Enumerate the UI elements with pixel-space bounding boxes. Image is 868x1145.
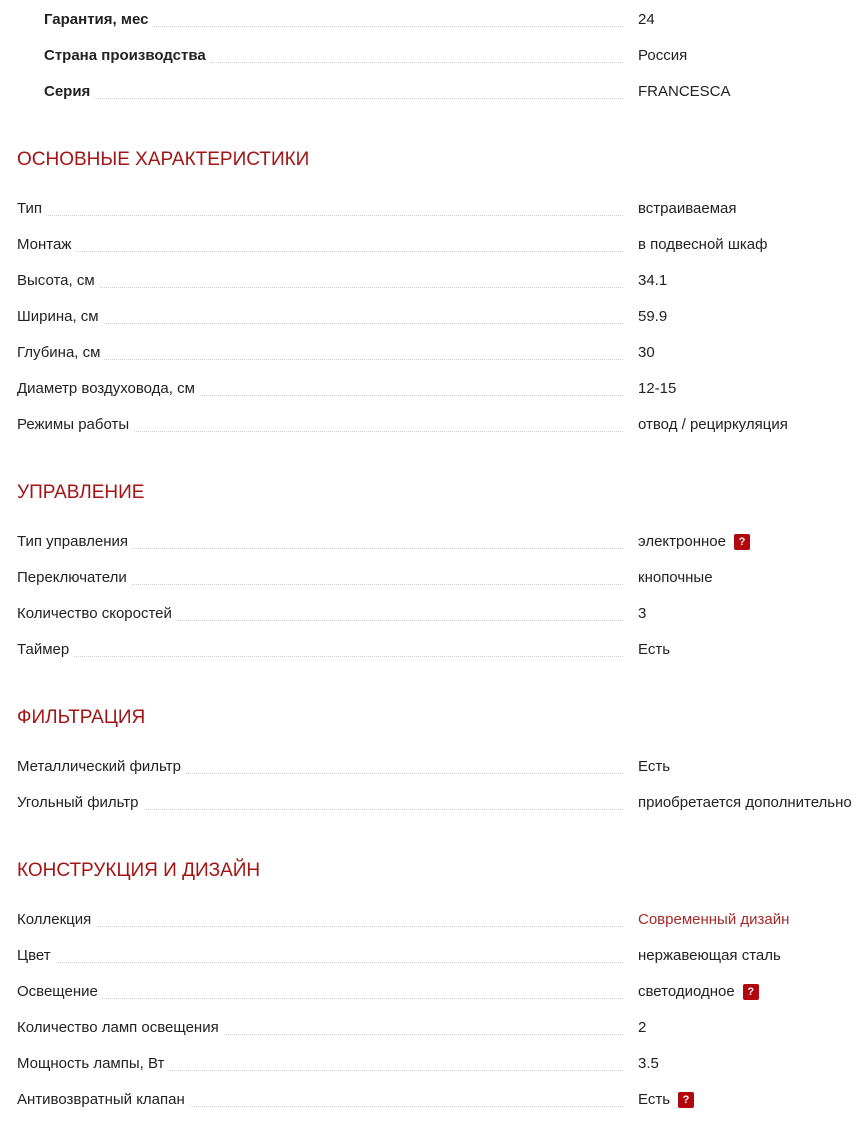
spec-label: Тип управления: [17, 524, 132, 560]
dotted-leader: [17, 98, 623, 99]
spec-row-series: [17, 74, 868, 110]
spec-label: Угольный фильтр: [17, 785, 143, 821]
spec-label: Цвет: [17, 938, 55, 974]
spec-value: 3: [638, 596, 646, 632]
spec-row: [17, 938, 868, 974]
spec-row: [17, 632, 868, 668]
section-title-filtration: ФИЛЬТРАЦИЯ: [17, 707, 146, 728]
spec-row: [17, 1082, 868, 1118]
spec-value: кнопочные: [638, 560, 713, 596]
spec-value: Есть: [638, 632, 670, 668]
spec-value: 24: [638, 2, 655, 38]
spec-value-text: светодиодное: [638, 983, 735, 1000]
spec-row: [17, 524, 868, 560]
spec-label: Переключатели: [17, 560, 131, 596]
spec-label: Таймер: [17, 632, 73, 668]
spec-value-with-help: [638, 524, 750, 560]
spec-row: [17, 335, 868, 371]
help-question-icon[interactable]: ?: [743, 984, 759, 1000]
spec-value: в подвесной шкаф: [638, 227, 767, 263]
section-title-design: КОНСТРУКЦИЯ И ДИЗАЙН: [17, 860, 261, 881]
spec-row: [17, 785, 868, 821]
spec-value-with-help: [638, 1082, 694, 1118]
spec-value: 30: [638, 335, 655, 371]
spec-label: Освещение: [17, 974, 102, 1010]
spec-row: [17, 191, 868, 227]
spec-label: Серия: [17, 74, 94, 110]
spec-row: [17, 749, 868, 785]
dotted-leader: [17, 998, 623, 999]
spec-value: встраиваемая: [638, 191, 737, 227]
spec-value: Россия: [638, 38, 687, 74]
spec-label: Страна производства: [17, 38, 210, 74]
spec-value: отвод / рециркуляция: [638, 407, 788, 443]
spec-label: Мощность лампы, Вт: [17, 1046, 168, 1082]
spec-row: [17, 974, 868, 1010]
spec-value-text: Есть: [638, 1091, 671, 1108]
spec-label: Режимы работы: [17, 407, 133, 443]
spec-row: [17, 596, 868, 632]
section-title-main: ОСНОВНЫЕ ХАРАКТЕРИСТИКИ: [17, 149, 310, 170]
spec-value: 3.5: [638, 1046, 659, 1082]
spec-row-warranty: [17, 2, 868, 38]
spec-row: [17, 1010, 868, 1046]
section-title-control: УПРАВЛЕНИЕ: [17, 482, 145, 503]
dotted-leader: [17, 962, 623, 963]
collection-link[interactable]: Современный дизайн: [638, 902, 789, 938]
spec-label: Диаметр воздуховода, см: [17, 371, 199, 407]
dotted-leader: [17, 251, 623, 252]
spec-value: нержавеющая сталь: [638, 938, 781, 974]
spec-value: Есть: [638, 749, 670, 785]
dotted-leader: [17, 323, 623, 324]
spec-label: Количество ламп освещения: [17, 1010, 223, 1046]
spec-label: Количество скоростей: [17, 596, 176, 632]
spec-label: Коллекция: [17, 902, 95, 938]
spec-label: Монтаж: [17, 227, 75, 263]
spec-value: 59.9: [638, 299, 667, 335]
spec-row: [17, 560, 868, 596]
dotted-leader: [17, 359, 623, 360]
spec-label: Глубина, см: [17, 335, 104, 371]
spec-row: [17, 263, 868, 299]
dotted-leader: [17, 215, 623, 216]
dotted-leader: [17, 656, 623, 657]
help-question-icon[interactable]: ?: [678, 1092, 694, 1108]
spec-value-text: электронное: [638, 533, 726, 550]
spec-row: [17, 1046, 868, 1082]
spec-value-with-help: [638, 974, 759, 1010]
spec-label: Металлический фильтр: [17, 749, 185, 785]
spec-label: Антивозвратный клапан: [17, 1082, 189, 1118]
spec-value: приобретается дополнительно: [638, 785, 852, 821]
spec-value: 12-15: [638, 371, 676, 407]
spec-value: 34.1: [638, 263, 667, 299]
help-question-icon[interactable]: ?: [734, 534, 750, 550]
spec-row: [17, 371, 868, 407]
spec-row: [17, 299, 868, 335]
dotted-leader: [17, 926, 623, 927]
spec-value: 2: [638, 1010, 646, 1046]
spec-label: Тип: [17, 191, 46, 227]
spec-label: Ширина, см: [17, 299, 103, 335]
spec-value: FRANCESCA: [638, 74, 731, 110]
spec-label: Высота, см: [17, 263, 99, 299]
spec-row-country: [17, 38, 868, 74]
spec-row: [17, 227, 868, 263]
spec-row: [17, 902, 868, 938]
spec-row: [17, 407, 868, 443]
spec-label: Гарантия, мес: [17, 2, 152, 38]
dotted-leader: [17, 287, 623, 288]
